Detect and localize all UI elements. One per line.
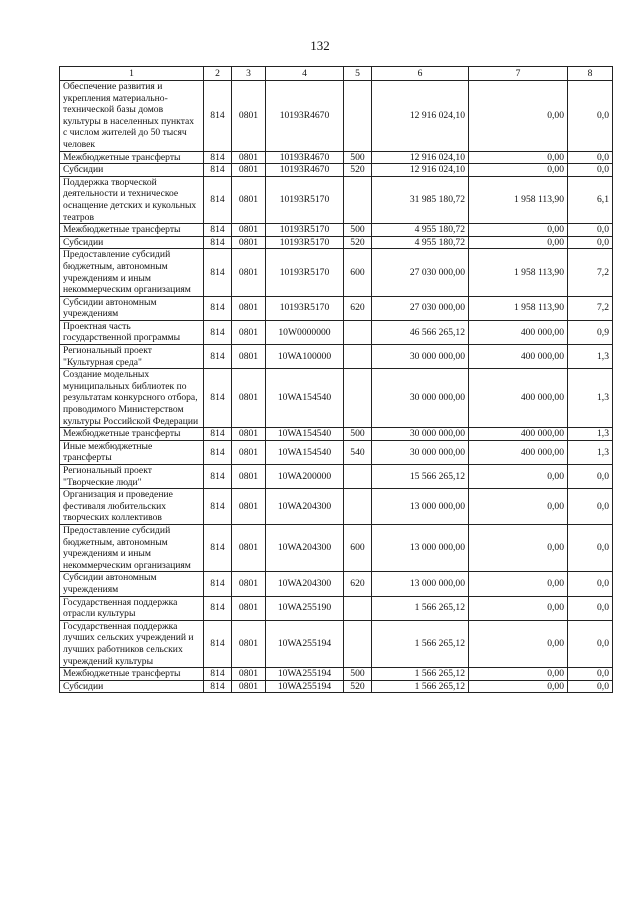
expense-type-cell: 520 — [344, 164, 372, 177]
section-code-cell: 0801 — [232, 465, 266, 489]
header-cell: 1 — [60, 67, 204, 81]
table-row — [60, 428, 613, 441]
expense-type-cell — [344, 596, 372, 620]
executed-amount-cell: 0,00 — [469, 524, 568, 571]
table-row — [60, 680, 613, 693]
table-row — [60, 176, 613, 223]
header-row — [60, 67, 613, 81]
executed-amount-cell: 0,00 — [469, 465, 568, 489]
row-name-cell: Проектная часть государственной программы — [60, 320, 204, 344]
table-row — [60, 489, 613, 525]
target-article-cell: 10193R5170 — [266, 296, 344, 320]
expense-type-cell: 600 — [344, 249, 372, 296]
percent-cell: 0,9 — [568, 320, 613, 344]
table-row — [60, 524, 613, 571]
expense-type-cell — [344, 176, 372, 223]
row-name-cell: Субсидии — [60, 164, 204, 177]
expense-type-cell — [344, 489, 372, 525]
target-article-cell: 10W0000000 — [266, 320, 344, 344]
executed-amount-cell: 400 000,00 — [469, 428, 568, 441]
plan-amount-cell: 1 566 265,12 — [372, 620, 469, 667]
section-code-cell: 0801 — [232, 345, 266, 369]
plan-amount-cell: 13 000 000,00 — [372, 524, 469, 571]
percent-cell: 0,0 — [568, 680, 613, 693]
section-code-cell: 0801 — [232, 224, 266, 237]
plan-amount-cell: 1 566 265,12 — [372, 596, 469, 620]
executed-amount-cell: 0,00 — [469, 164, 568, 177]
ministry-code-cell: 814 — [204, 345, 232, 369]
target-article-cell: 10WA154540 — [266, 369, 344, 428]
target-article-cell: 10WA200000 — [266, 465, 344, 489]
row-name-cell: Региональный проект "Творческие люди" — [60, 465, 204, 489]
executed-amount-cell: 400 000,00 — [469, 440, 568, 464]
ministry-code-cell: 814 — [204, 176, 232, 223]
ministry-code-cell: 814 — [204, 164, 232, 177]
target-article-cell: 10WA255194 — [266, 668, 344, 681]
plan-amount-cell: 30 000 000,00 — [372, 369, 469, 428]
section-code-cell: 0801 — [232, 428, 266, 441]
plan-amount-cell: 15 566 265,12 — [372, 465, 469, 489]
row-name-cell: Поддержка творческой деятельности и техническое оснащение детских и кукольных театров — [60, 176, 204, 223]
target-article-cell: 10193R4670 — [266, 81, 344, 152]
row-name-cell: Государственная поддержка лучших сельских учреждений и лучших работников сельских учреждений культуры — [60, 620, 204, 667]
table-row — [60, 620, 613, 667]
header-cell: 5 — [344, 67, 372, 81]
table-row — [60, 81, 613, 152]
percent-cell: 0,0 — [568, 572, 613, 596]
plan-amount-cell: 30 000 000,00 — [372, 428, 469, 441]
section-code-cell: 0801 — [232, 151, 266, 164]
section-code-cell: 0801 — [232, 524, 266, 571]
executed-amount-cell: 1 958 113,90 — [469, 176, 568, 223]
row-name-cell: Организация и проведение фестиваля любительских творческих коллективов — [60, 489, 204, 525]
percent-cell: 0,0 — [568, 596, 613, 620]
target-article-cell: 10WA154540 — [266, 428, 344, 441]
table-row — [60, 320, 613, 344]
ministry-code-cell: 814 — [204, 236, 232, 249]
expense-type-cell: 620 — [344, 296, 372, 320]
ministry-code-cell: 814 — [204, 320, 232, 344]
table-row — [60, 224, 613, 237]
expense-type-cell: 600 — [344, 524, 372, 571]
percent-cell: 6,1 — [568, 176, 613, 223]
expense-type-cell: 520 — [344, 680, 372, 693]
plan-amount-cell: 27 030 000,00 — [372, 296, 469, 320]
percent-cell: 0,0 — [568, 236, 613, 249]
executed-amount-cell: 0,00 — [469, 224, 568, 237]
header-cell: 4 — [266, 67, 344, 81]
table-row — [60, 151, 613, 164]
ministry-code-cell: 814 — [204, 524, 232, 571]
target-article-cell: 10WA100000 — [266, 345, 344, 369]
ministry-code-cell: 814 — [204, 428, 232, 441]
section-code-cell: 0801 — [232, 369, 266, 428]
ministry-code-cell: 814 — [204, 620, 232, 667]
plan-amount-cell: 12 916 024,10 — [372, 151, 469, 164]
section-code-cell: 0801 — [232, 249, 266, 296]
target-article-cell: 10193R4670 — [266, 151, 344, 164]
percent-cell: 1,3 — [568, 369, 613, 428]
ministry-code-cell: 814 — [204, 81, 232, 152]
expense-type-cell: 500 — [344, 668, 372, 681]
target-article-cell: 10WA204300 — [266, 572, 344, 596]
plan-amount-cell: 13 000 000,00 — [372, 489, 469, 525]
percent-cell: 0,0 — [568, 164, 613, 177]
ministry-code-cell: 814 — [204, 369, 232, 428]
plan-amount-cell: 12 916 024,10 — [372, 164, 469, 177]
ministry-code-cell: 814 — [204, 249, 232, 296]
plan-amount-cell: 30 000 000,00 — [372, 440, 469, 464]
target-article-cell: 10193R4670 — [266, 164, 344, 177]
table-row — [60, 668, 613, 681]
plan-amount-cell: 12 916 024,10 — [372, 81, 469, 152]
plan-amount-cell: 31 985 180,72 — [372, 176, 469, 223]
section-code-cell: 0801 — [232, 668, 266, 681]
percent-cell: 1,3 — [568, 428, 613, 441]
ministry-code-cell: 814 — [204, 465, 232, 489]
section-code-cell: 0801 — [232, 296, 266, 320]
table-row — [60, 369, 613, 428]
table-row — [60, 440, 613, 464]
row-name-cell: Обеспечение развития и укрепления материально-технической базы домов культуры в населенных пунктах с числом жителей до 50 тысяч человек — [60, 81, 204, 152]
percent-cell: 0,0 — [568, 489, 613, 525]
table-row — [60, 465, 613, 489]
executed-amount-cell: 0,00 — [469, 81, 568, 152]
percent-cell: 0,0 — [568, 224, 613, 237]
expense-type-cell — [344, 320, 372, 344]
ministry-code-cell: 814 — [204, 572, 232, 596]
row-name-cell: Межбюджетные трансферты — [60, 668, 204, 681]
budget-table — [59, 66, 613, 693]
ministry-code-cell: 814 — [204, 224, 232, 237]
target-article-cell: 10WA255194 — [266, 680, 344, 693]
row-name-cell: Межбюджетные трансферты — [60, 224, 204, 237]
row-name-cell: Государственная поддержка отрасли культуры — [60, 596, 204, 620]
percent-cell: 0,0 — [568, 465, 613, 489]
percent-cell: 7,2 — [568, 296, 613, 320]
header-cell: 3 — [232, 67, 266, 81]
percent-cell: 0,0 — [568, 668, 613, 681]
percent-cell: 1,3 — [568, 440, 613, 464]
target-article-cell: 10193R5170 — [266, 224, 344, 237]
percent-cell: 0,0 — [568, 151, 613, 164]
section-code-cell: 0801 — [232, 164, 266, 177]
table-row — [60, 296, 613, 320]
row-name-cell: Субсидии — [60, 680, 204, 693]
header-cell: 7 — [469, 67, 568, 81]
executed-amount-cell: 0,00 — [469, 620, 568, 667]
executed-amount-cell: 0,00 — [469, 680, 568, 693]
plan-amount-cell: 1 566 265,12 — [372, 668, 469, 681]
executed-amount-cell: 400 000,00 — [469, 320, 568, 344]
executed-amount-cell: 0,00 — [469, 151, 568, 164]
row-name-cell: Межбюджетные трансферты — [60, 151, 204, 164]
section-code-cell: 0801 — [232, 572, 266, 596]
table-row — [60, 345, 613, 369]
target-article-cell: 10WA204300 — [266, 489, 344, 525]
page-number: 132 — [310, 38, 330, 53]
ministry-code-cell: 814 — [204, 440, 232, 464]
section-code-cell: 0801 — [232, 236, 266, 249]
table-row — [60, 572, 613, 596]
expense-type-cell: 520 — [344, 236, 372, 249]
ministry-code-cell: 814 — [204, 296, 232, 320]
executed-amount-cell: 0,00 — [469, 668, 568, 681]
ministry-code-cell: 814 — [204, 680, 232, 693]
row-name-cell: Субсидии автономным учреждениям — [60, 296, 204, 320]
plan-amount-cell: 13 000 000,00 — [372, 572, 469, 596]
target-article-cell: 10WA255194 — [266, 620, 344, 667]
ministry-code-cell: 814 — [204, 489, 232, 525]
target-article-cell: 10WA255190 — [266, 596, 344, 620]
executed-amount-cell: 0,00 — [469, 236, 568, 249]
percent-cell: 0,0 — [568, 620, 613, 667]
section-code-cell: 0801 — [232, 81, 266, 152]
plan-amount-cell: 4 955 180,72 — [372, 236, 469, 249]
section-code-cell: 0801 — [232, 680, 266, 693]
target-article-cell: 10193R5170 — [266, 236, 344, 249]
target-article-cell: 10193R5170 — [266, 249, 344, 296]
section-code-cell: 0801 — [232, 489, 266, 525]
executed-amount-cell: 0,00 — [469, 572, 568, 596]
plan-amount-cell: 27 030 000,00 — [372, 249, 469, 296]
row-name-cell: Региональный проект "Культурная среда" — [60, 345, 204, 369]
ministry-code-cell: 814 — [204, 596, 232, 620]
section-code-cell: 0801 — [232, 176, 266, 223]
header-cell: 8 — [568, 67, 613, 81]
row-name-cell: Субсидии — [60, 236, 204, 249]
section-code-cell: 0801 — [232, 620, 266, 667]
section-code-cell: 0801 — [232, 596, 266, 620]
plan-amount-cell: 30 000 000,00 — [372, 345, 469, 369]
plan-amount-cell: 46 566 265,12 — [372, 320, 469, 344]
expense-type-cell — [344, 369, 372, 428]
percent-cell: 7,2 — [568, 249, 613, 296]
row-name-cell: Субсидии автономным учреждениям — [60, 572, 204, 596]
plan-amount-cell: 4 955 180,72 — [372, 224, 469, 237]
executed-amount-cell: 1 958 113,90 — [469, 296, 568, 320]
table-row — [60, 164, 613, 177]
table-row — [60, 249, 613, 296]
expense-type-cell: 500 — [344, 428, 372, 441]
ministry-code-cell: 814 — [204, 668, 232, 681]
executed-amount-cell: 0,00 — [469, 489, 568, 525]
expense-type-cell: 500 — [344, 151, 372, 164]
target-article-cell: 10WA204300 — [266, 524, 344, 571]
expense-type-cell — [344, 465, 372, 489]
percent-cell: 1,3 — [568, 345, 613, 369]
section-code-cell: 0801 — [232, 320, 266, 344]
percent-cell: 0,0 — [568, 81, 613, 152]
row-name-cell: Предоставление субсидий бюджетным, автономным учреждениям и иным некоммерческим организациям — [60, 249, 204, 296]
row-name-cell: Создание модельных муниципальных библиотек по результатам конкурсного отбора, проводимого Министерством культуры Российской Федерации — [60, 369, 204, 428]
ministry-code-cell: 814 — [204, 151, 232, 164]
row-name-cell: Межбюджетные трансферты — [60, 428, 204, 441]
expense-type-cell: 620 — [344, 572, 372, 596]
percent-cell: 0,0 — [568, 524, 613, 571]
executed-amount-cell: 0,00 — [469, 596, 568, 620]
expense-type-cell — [344, 81, 372, 152]
executed-amount-cell: 400 000,00 — [469, 369, 568, 428]
section-code-cell: 0801 — [232, 440, 266, 464]
header-cell: 6 — [372, 67, 469, 81]
executed-amount-cell: 400 000,00 — [469, 345, 568, 369]
target-article-cell: 10WA154540 — [266, 440, 344, 464]
executed-amount-cell: 1 958 113,90 — [469, 249, 568, 296]
row-name-cell: Иные межбюджетные трансферты — [60, 440, 204, 464]
expense-type-cell: 500 — [344, 224, 372, 237]
header-cell: 2 — [204, 67, 232, 81]
expense-type-cell: 540 — [344, 440, 372, 464]
table-row — [60, 596, 613, 620]
expense-type-cell — [344, 620, 372, 667]
table-row — [60, 236, 613, 249]
plan-amount-cell: 1 566 265,12 — [372, 680, 469, 693]
row-name-cell: Предоставление субсидий бюджетным, автономным учреждениям и иным некоммерческим организациям — [60, 524, 204, 571]
target-article-cell: 10193R5170 — [266, 176, 344, 223]
expense-type-cell — [344, 345, 372, 369]
